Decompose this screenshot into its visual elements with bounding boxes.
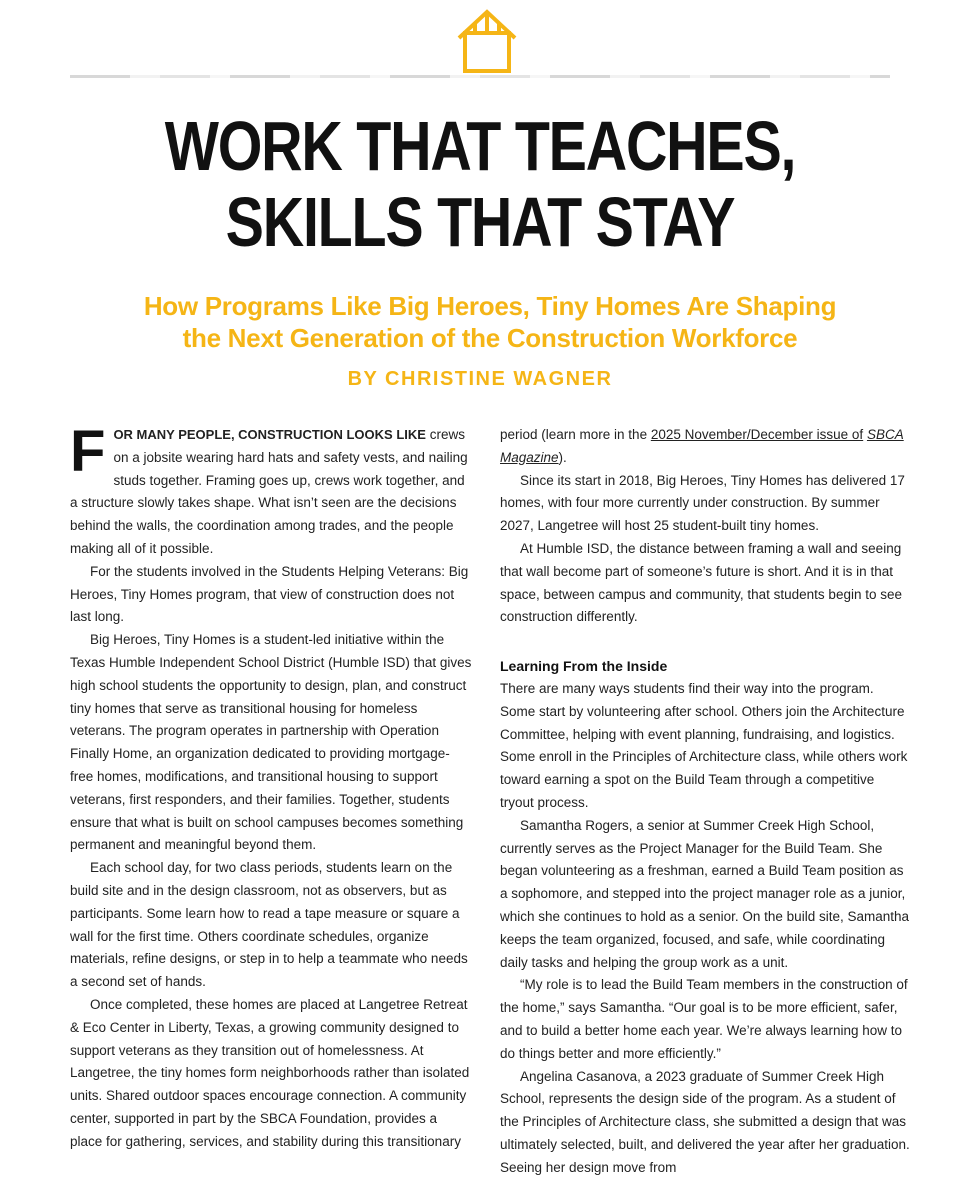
paragraph-text: period (learn more in the — [500, 427, 651, 442]
paragraph — [500, 424, 910, 470]
paragraph: Big Heroes, Tiny Homes is a student-led initiative within the Texas Humble Independent School District (Humble ISD) that gives high school students the opportunity to design, plan, and construct tiny homes that serve as transitional housing for homeless veterans. The program operates in partnership with Operation Finally Home, an organization dedicated to providing mortgage-free homes, modifications, and transitional housing to support veterans, first responders, and their families. Together, students ensure that what is built on school campuses becomes something permanent and meaningful beyond them. — [70, 632, 472, 853]
byline: BY CHRISTINE WAGNER — [347, 368, 613, 390]
subtitle-line-2: the Next Generation of the Construction Workforce — [182, 323, 798, 353]
paragraph: Since its start in 2018, Big Heroes, Tiny Homes has delivered 17 homes, with four more currently under construction. By summer 2027, Langetree will host 25 student-built tiny homes. — [500, 472, 905, 534]
magazine-name-link[interactable]: SBCA Magazine — [500, 427, 904, 465]
article-title — [86, 108, 873, 260]
paragraph: There are many ways students find their way into the program. Some start by volunteering after school. Others join the Architecture Committee, helping with event planning, fundraising, and logistics. Some enroll in the Principles of Architecture class, while others work toward earning a spot on the Build Team through a competitive tryout process. — [500, 680, 908, 810]
paragraph: At Humble ISD, the distance between framing a wall and seeing that wall become part of someone’s future is short. And it is in that space, between campus and community, that students begin to see construction differently. — [500, 540, 902, 625]
article-column-left — [70, 419, 472, 1154]
paragraph: Each school day, for two class periods, students learn on the build site and in the design classroom, not as observers, but as participants. Some learn how to read a tape measure or square a wall for the first time. Others coordinate schedules, organize materials, refine designs, or step in to help a teammate who needs a second set of hands. — [70, 860, 468, 990]
section-heading: Learning From the Inside — [500, 658, 668, 675]
paragraph: Samantha Rogers, a senior at Summer Creek High School, currently serves as the Project Manager for the Build Team. She began volunteering as a freshman, earned a Build Team position as a sophomore, and stepped into the project manager role as a junior, which she continues to hold as a senior. On the build site, Samantha keeps the team organized, focused, and safe, while coordinating daily tasks and helping the group work as a unit. — [500, 817, 910, 970]
paragraph-text: ). — [558, 449, 567, 465]
house-frame-icon — [453, 6, 521, 76]
paragraph-text: crews on a jobsite wearing hard hats and safety vests, and nailing studs together. Framing goes up, crews work together, and a structure slowly takes shape. What isn’t seen are the decisions behind the walls, the coordination among trades, and the people making all of it possible. — [70, 427, 468, 556]
drop-cap: F — [70, 419, 106, 484]
paragraph: Once completed, these homes are placed at Langetree Retreat & Eco Center in Liberty, Texas, a growing community designed to support veterans as they transition out of homelessness. At Langetree, the tiny homes form neighborhoods rather than isolated units. Shared outdoor spaces encourage connection. A community center, supported in part by the SBCA Foundation, provides a place for gathering, services, and stability during this transitionary — [70, 996, 470, 1149]
magazine-issue-link[interactable]: 2025 November/December issue of — [650, 427, 864, 442]
article-column-right — [500, 424, 910, 1180]
paragraph: Angelina Casanova, a 2023 graduate of Summer Creek High School, represents the design side of the program. As a student of the Principles of Architecture class, she submitted a design that was ultimately selected, built, and delivered the year after her graduation. Seeing her design move from — [500, 1068, 910, 1175]
subtitle-line-1: How Programs Like Big Heroes, Tiny Homes Are Shaping — [143, 291, 837, 321]
paragraph — [70, 419, 472, 561]
title-line-1: WORK THAT TEACHES, — [164, 107, 796, 185]
article-subtitle — [0, 290, 960, 354]
header-rule — [70, 75, 890, 78]
lead-in: OR MANY PEOPLE, CONSTRUCTION LOOKS LIKE — [113, 427, 426, 442]
paragraph: “My role is to lead the Build Team members in the construction of the home,” says Samantha. “Our goal is to be more efficient, safer, and to build a better home each year. We’re always learning how to do things better and more efficiently.” — [500, 977, 908, 1061]
title-line-2: SKILLS THAT STAY — [225, 183, 735, 261]
paragraph: For the students involved in the Students Helping Veterans: Big Heroes, Tiny Homes program, that view of construction does not last long. — [70, 563, 469, 625]
